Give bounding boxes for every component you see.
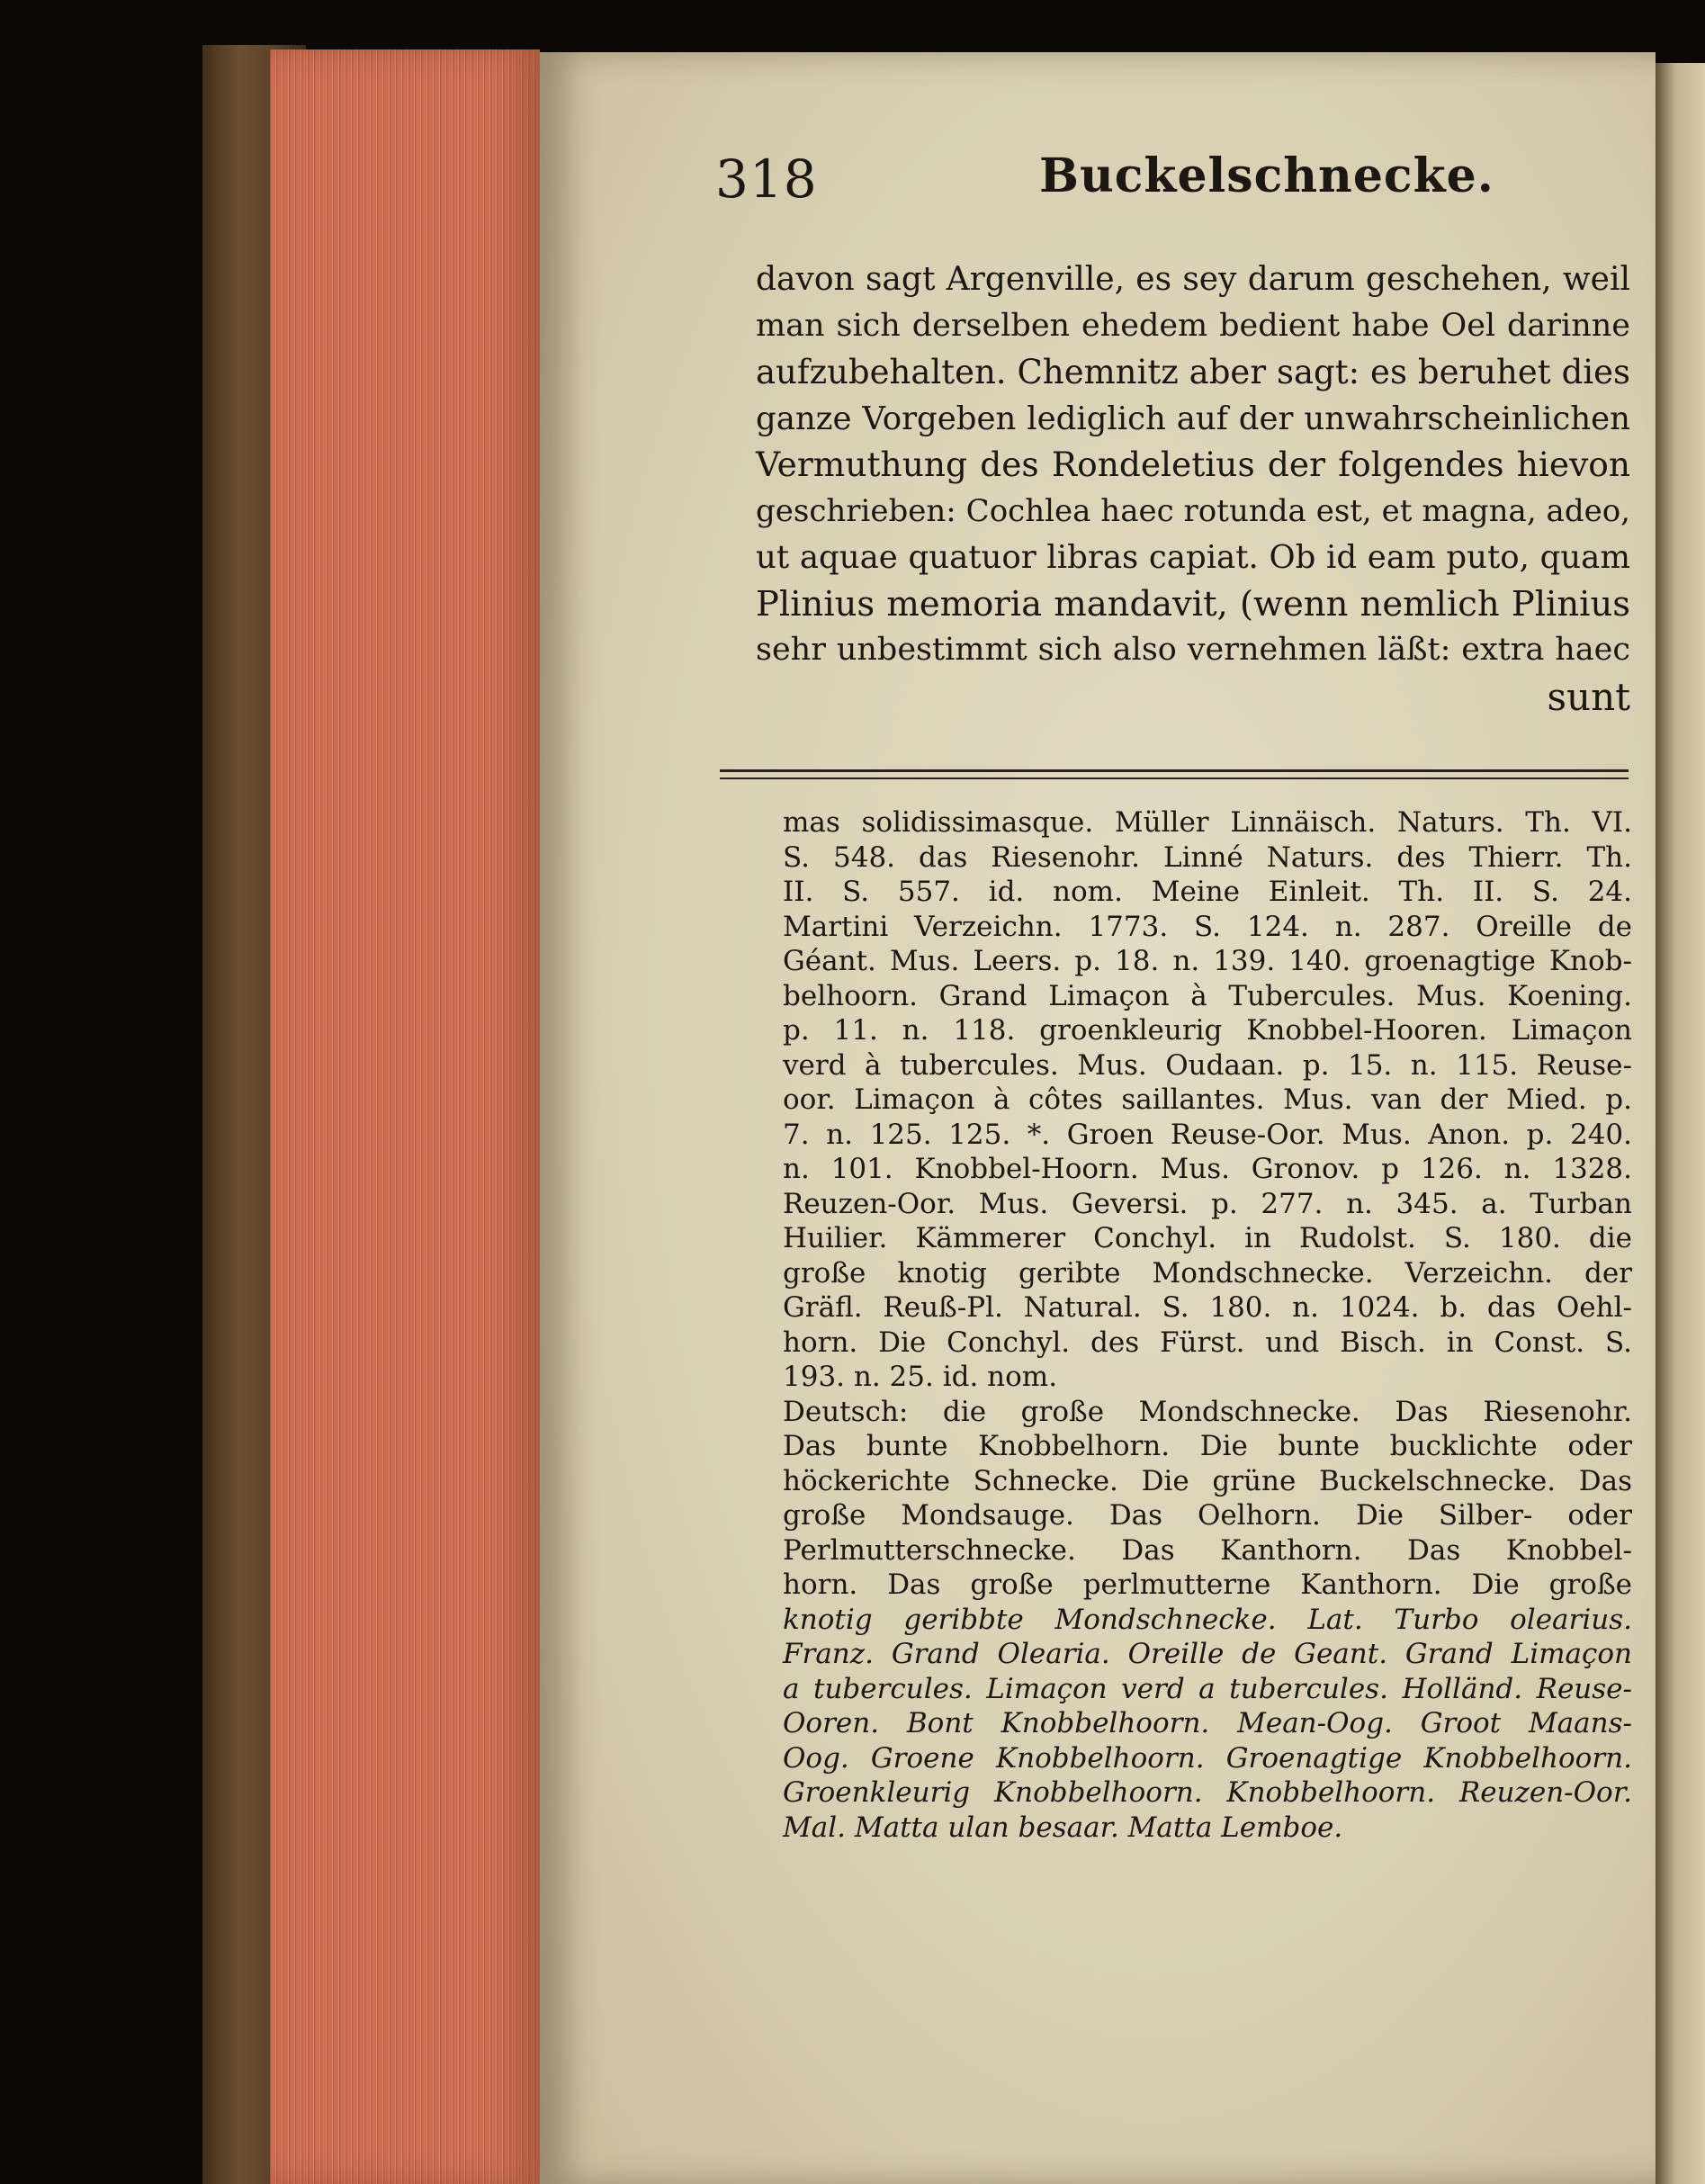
- facing-page-edge: [1656, 63, 1705, 2184]
- footnote-line: Huilier. Kämmerer Conchyl. in Rudolst. S. 180. die: [783, 1222, 1632, 1254]
- footnote-line: Reuzen-Oor. Mus. Geversi. p. 277. n. 345. a. Turban: [783, 1187, 1632, 1220]
- footnote-line: mas solidissimasque. Müller Linnäisch. Naturs. Th. VI.: [783, 806, 1632, 839]
- footnote-line: Franz. Grand Olearia. Oreille de Geant. Grand Limaçon: [783, 1638, 1632, 1670]
- footnote-line: 7. n. 125. 125. *. Groen Reuse-Oor. Mus. Anon. p. 240.: [783, 1118, 1632, 1151]
- footnote-line: verd à tubercules. Mus. Oudaan. p. 15. n. 115. Reuse-: [783, 1048, 1632, 1082]
- text-line: geschrieben: Cochlea haec rotunda est, et magna, adeo,: [756, 492, 1630, 529]
- footnote-line: a tubercules. Limaçon verd a tubercules. Holländ. Reuse-: [783, 1672, 1632, 1705]
- page-edges: [270, 49, 540, 2184]
- footnote-line: Perlmutterschnecke. Das Kanthorn. Das Knobbel-: [783, 1533, 1632, 1567]
- footnote-line: große knotig geribte Mondschnecke. Verzeichn. der: [783, 1256, 1632, 1290]
- footnote-line: oor. Limaçon à côtes saillantes. Mus. van der Mied. p.: [783, 1083, 1632, 1116]
- footnote-line: II. S. 557. id. nom. Meine Einleit. Th. II. S. 24.: [783, 876, 1632, 908]
- footnote-line: knotig geribbte Mondschnecke. Lat. Turbo olearius.: [783, 1603, 1632, 1636]
- footnote-line: Gräfl. Reuß-Pl. Natural. S. 180. n. 1024. b. das Oehl-: [783, 1291, 1632, 1324]
- text-line: davon sagt Argenville, es sey darum geschehen, weil: [756, 261, 1630, 298]
- footnote-line: höckerichte Schnecke. Die grüne Buckelschnecke. Das: [783, 1464, 1632, 1497]
- footnote-line: belhoorn. Grand Limaçon à Tubercules. Mus. Koening.: [783, 979, 1632, 1012]
- footnote-line: Géant. Mus. Leers. p. 18. n. 139. 140. groenagtige Knob-: [783, 945, 1632, 977]
- main-text: [756, 256, 1630, 720]
- footnote-line: Ooren. Bont Knobbelhoorn. Mean-Oog. Groot Maans-: [783, 1707, 1632, 1739]
- text-line: man sich derselben ehedem bedient habe Oel darinne: [756, 307, 1630, 344]
- footnote-line: Groenkleurig Knobbelhoorn. Knobbelhoorn. Reuzen-Oor.: [783, 1776, 1632, 1809]
- running-head: Buckelschnecke.: [1039, 148, 1494, 203]
- text-line: Plinius memoria mandavit, (wenn nemlich Plinius: [756, 583, 1630, 625]
- footnote-line: S. 548. das Riesenohr. Linné Naturs. des Thierr. Th.: [783, 840, 1632, 874]
- footnote-line: große Mondsauge. Das Oelhorn. Die Silber- oder: [783, 1499, 1632, 1532]
- footnote-line: horn. Die Conchyl. des Fürst. und Bisch. in Const. S.: [783, 1326, 1632, 1359]
- text-line: aufzubehalten. Chemnitz aber sagt: es beruhet dies: [756, 353, 1630, 391]
- footnote-line: n. 101. Knobbel-Hoorn. Mus. Gronov. p 126. n. 1328.: [783, 1153, 1632, 1185]
- footnote-line: Deutsch: die große Mondschnecke. Das Riesenohr.: [783, 1395, 1632, 1428]
- page-header: [715, 148, 1494, 220]
- footnote-line: Mal. Matta ulan besaar. Matta Lemboe.: [783, 1811, 1343, 1844]
- footnote-line: Martini Verzeichn. 1773. S. 124. n. 287. Oreille de: [783, 910, 1632, 943]
- footnote-line: Das bunte Knobbelhorn. Die bunte bucklichte oder: [783, 1430, 1632, 1462]
- page-number: 318: [715, 148, 818, 210]
- text-line: ut aquae quatuor libras capiat. Ob id eam puto, quam: [756, 539, 1630, 576]
- footnote-rule: [720, 769, 1629, 779]
- footnote-line: horn. Das große perlmutterne Kanthorn. Die große: [783, 1568, 1632, 1601]
- footnote-text: [783, 805, 1632, 1845]
- text-line: ganze Vorgeben lediglich auf der unwahrscheinlichen: [756, 400, 1630, 437]
- catchword: sunt: [1547, 674, 1630, 719]
- footnote-line: 193. n. 25. id. nom.: [783, 1361, 1058, 1393]
- footnote-line: p. 11. n. 118. groenkleurig Knobbel-Hooren. Limaçon: [783, 1014, 1632, 1047]
- footnote-line: Oog. Groene Knobbelhoorn. Groenagtige Knobbelhoorn.: [783, 1741, 1632, 1775]
- text-line: Vermuthung des Rondeletius der folgendes hievon: [756, 445, 1630, 484]
- text-line: sehr unbestimmt sich also vernehmen läßt: extra haec: [756, 632, 1630, 668]
